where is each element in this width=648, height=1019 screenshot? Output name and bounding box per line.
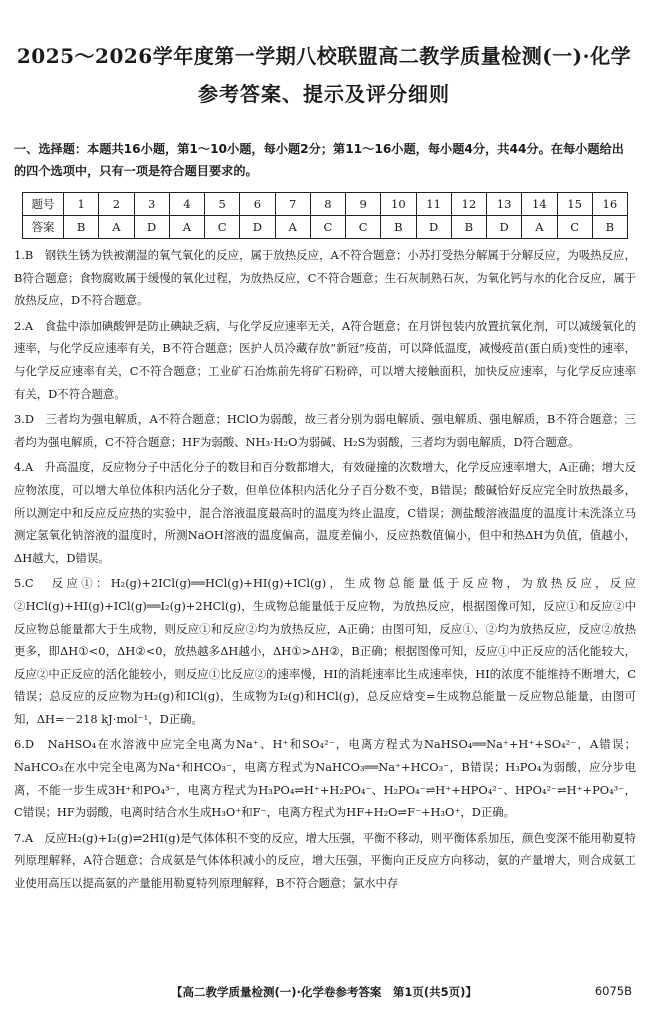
explanation-q1: 1.B 钢铁生锈为铁被潮湿的氧气氧化的反应，属于放热反应，A不符合题意；小苏打受热分解属于分解反应，为吸热反应，B符合题意；食物腐败属于缓慢的氧化过程，为放热反应，C不符合题意；生石灰制熟石灰，为氧化钙与水的化合反应，属于放热反应，D不符合题意。	[14, 248, 636, 308]
explanation-q5: 5.C 反应①：H₂(g)+2ICl(g)══HCl(g)+HI(g)+ICl(g)，生成物总能量低于反应物，为放热反应，反应②HCl(g)+HI(g)+ICl(g)══I₂(g)+2HCl(g)，生成物总能量低于反应物，为放热反应，根据图像可知，反应①和反应②中反应物总能量都大于生成物，则反应①和反应②均为放热反应，A正确；由图可知，反应①、②均为放热反应，反应②放热更多，即ΔH①<0，ΔH②<0，放热越多ΔH越小，ΔH①>ΔH②，B正确；根据图像可知，反应①中正反应的活化能较大，反应②中正反应的活化能较小，则反应①比反应②的速率慢，HI的消耗速率比生成速率快，HI的浓度不能维持不断增大，C错误；总反应的反应物为H₂(g)和ICl(g)，生成物为I₂(g)和HCl(g)，总反应焓变=生成物总能量－反应物总能量，由图可知，ΔH=－218 kJ·mol⁻¹，D正确。	[14, 576, 636, 726]
question-number: 4	[169, 193, 204, 216]
answer-cell: A	[99, 216, 134, 239]
answer-cell: B	[381, 216, 416, 239]
explanation-q4: 4.A 升高温度，反应物分子中活化分子的数目和百分数都增大，有效碰撞的次数增大，化学反应速率增大，A正确；增大反应物浓度，可以增大单位体积内活化分子数，但单位体积内活化分子百分数不变，B错误；酸碱恰好反应完全时放热最多，所以测定中和反应反应热的实验中，混合溶液温度最高时的温度为终止温度，C错误；测盐酸溶液温度的温度计未洗涤立马测定氢氧化钠溶液的温度时，所测NaOH溶液的温度偏高，温度差偏小，反应热数值偏小，但中和热ΔH为负值，值越小，ΔH越大，D错误。	[14, 460, 636, 565]
question-number: 3	[134, 193, 169, 216]
explanation-q3: 3.D 三者均为强电解质，A不符合题意；HClO为弱酸，故三者分别为弱电解质、强电解质、强电解质，B不符合题意；三者均为强电解质，C不符合题意；HF为弱酸、NH₃·H₂O为弱碱、H₂S为弱酸，三者均为弱电解质，D符合题意。	[14, 412, 636, 449]
section-instruction: 一、选择题：本题共16小题，第1～10小题，每小题2分；第11～16小题，每小题4分，共44分。在每小题给出的四个选项中，只有一项是符合题目要求的。	[14, 142, 624, 178]
answer-cell: C	[310, 216, 345, 239]
question-number: 7	[275, 193, 310, 216]
question-number: 14	[522, 193, 557, 216]
question-number: 12	[451, 193, 486, 216]
page-footer: 【高二教学质量检测(一)·化学卷参考答案 第1页(共5页)】	[171, 985, 477, 999]
question-number: 11	[416, 193, 451, 216]
page-title: 2025～2026学年度第一学期八校联盟高二教学质量检测(一)·化学	[16, 44, 632, 68]
question-number: 1	[64, 193, 99, 216]
answer-cell: A	[522, 216, 557, 239]
answer-table	[22, 192, 628, 239]
answer-cell: B	[451, 216, 486, 239]
answer-row	[23, 216, 628, 239]
document-code: 6075B	[594, 984, 632, 998]
question-number: 2	[99, 193, 134, 216]
row-label-answer: 答案	[23, 216, 64, 239]
answer-cell: D	[240, 216, 275, 239]
answer-cell: C	[346, 216, 381, 239]
question-number: 5	[205, 193, 240, 216]
answer-cell: D	[416, 216, 451, 239]
answer-cell: B	[64, 216, 99, 239]
row-label-question: 题号	[23, 193, 64, 216]
question-number: 15	[557, 193, 592, 216]
question-number: 6	[240, 193, 275, 216]
explanation-q6: 6.D NaHSO₄在水溶液中应完全电离为Na⁺、H⁺和SO₄²⁻，电离方程式为NaHSO₄══Na⁺+H⁺+SO₄²⁻，A错误；NaHCO₃在水中完全电离为Na⁺和HCO₃⁻，电离方程式为NaHCO₃══Na⁺+HCO₃⁻，B错误；H₃PO₄为弱酸，应分步电离，不能一步生成3H⁺和PO₄³⁻，电离方程式为H₃PO₄⇌H⁺+H₂PO₄⁻、H₂PO₄⁻⇌H⁺+HPO₄²⁻、HPO₄²⁻⇌H⁺+PO₄³⁻，C错误；HF为弱酸，电离时结合水生成H₃O⁺和F⁻，电离方程式为HF+H₂O⇌F⁻+H₃O⁺，D正确。	[14, 737, 636, 820]
page-subtitle: 参考答案、提示及评分细则	[198, 82, 450, 106]
answer-cell: C	[557, 216, 592, 239]
question-number: 16	[592, 193, 627, 216]
answer-cell: C	[205, 216, 240, 239]
question-number-row	[23, 193, 628, 216]
explanation-q2: 2.A 食盐中添加碘酸钾是防止碘缺乏病，与化学反应速率无关，A符合题意；在月饼包装内放置抗氧化剂，可以减缓氧化的速率，与化学反应速率有关，B不符合题意；医护人员冷藏存放“新冠”疫苗，可以降低温度，减慢疫苗(蛋白质)变性的速率，与化学反应速率有关，C不符合题意；工业矿石冶炼前先将矿石粉碎，可以增大接触面积，加快反应速率，与化学反应速率有关，D不符合题意。	[14, 318, 636, 401]
explanations	[14, 244, 636, 898]
answer-cell: D	[487, 216, 522, 239]
answer-cell: A	[169, 216, 204, 239]
answer-cell: D	[134, 216, 169, 239]
answer-cell: B	[592, 216, 627, 239]
question-number: 10	[381, 193, 416, 216]
question-number: 8	[310, 193, 345, 216]
explanation-q7: 7.A 反应H₂(g)+I₂(g)⇌2HI(g)是气体体积不变的反应，增大压强，平衡不移动，则平衡体系加压，颜色变深不能用勒夏特列原理解释，A符合题意；合成氨是气体体积减小的反应，增大压强，平衡向正反应方向移动，氨的产量增大，则合成氨工业使用高压以提高氨的产量能用勒夏特列原理解释，B不符合题意；氯水中存	[14, 830, 636, 891]
question-number: 13	[487, 193, 522, 216]
question-number: 9	[346, 193, 381, 216]
answer-cell: A	[275, 216, 310, 239]
